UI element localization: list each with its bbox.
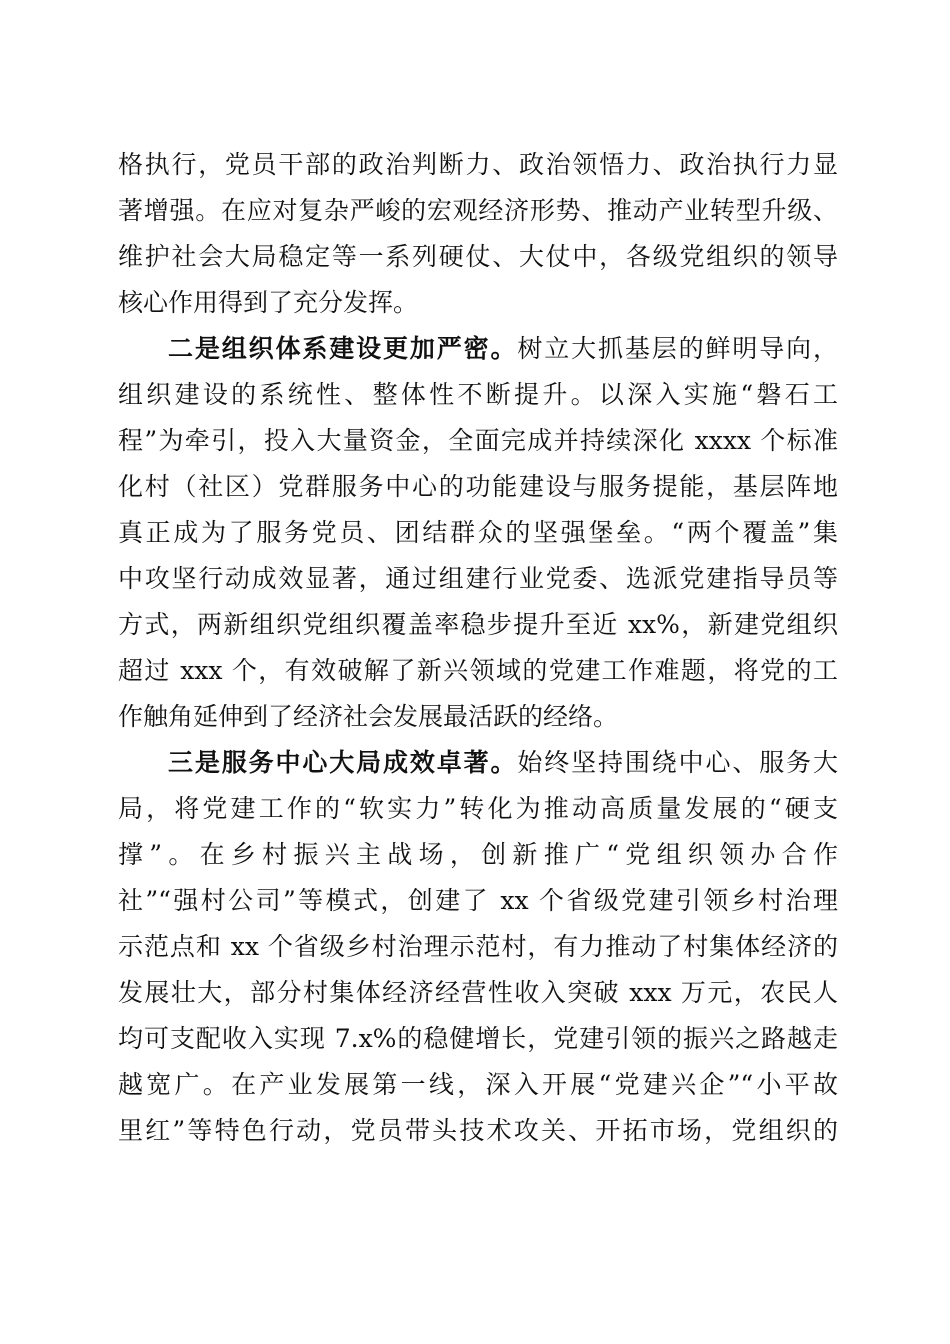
text-line: 核心作用得到了充分发挥。: [118, 288, 419, 317]
text-line: 程”为牵引，投入大量资金，全面完成并持续深化 xxxx 个标准: [118, 426, 838, 455]
text-span: 树立大抓基层的鲜明导向，: [517, 334, 838, 363]
text-line: 发展壮大，部分村集体经济经营性收入突破 xxx 万元，农民人: [118, 978, 838, 1007]
paragraph-first-line: [118, 326, 838, 372]
text-line: 作触角延伸到了经济社会发展最活跃的经络。: [118, 702, 619, 731]
paragraph-lead-heading: 二是组织体系建设更加严密。: [168, 334, 518, 363]
text-line: 组织建设的系统性、整体性不断提升。以深入实施“磐石工: [118, 380, 838, 409]
paragraph-first-line: [118, 740, 838, 786]
paragraph-lead-heading: 三是服务中心大局成效卓著。: [168, 748, 518, 777]
text-line: 社”“强村公司”等模式，创建了 xx 个省级党建引领乡村治理: [118, 886, 838, 915]
document-body: [118, 142, 838, 1154]
text-span: 始终坚持围绕中心、服务大: [517, 748, 838, 777]
text-line: 方式，两新组织党组织覆盖率稳步提升至近 xx%，新建党组织: [118, 610, 838, 639]
text-line: 超过 xxx 个，有效破解了新兴领域的党建工作难题，将党的工: [118, 656, 838, 685]
text-line: 维护社会大局稳定等一系列硬仗、大仗中，各级党组织的领导: [118, 242, 838, 271]
text-line: 格执行，党员干部的政治判断力、政治领悟力、政治执行力显: [118, 150, 838, 179]
text-line: 化村（社区）党群服务中心的功能建设与服务提能，基层阵地: [118, 472, 838, 501]
text-line: 越宽广。在产业发展第一线，深入开展“党建兴企”“小平故: [118, 1070, 838, 1099]
text-line: 里红”等特色行动，党员带头技术攻关、开拓市场，党组织的: [118, 1116, 838, 1145]
text-line: 真正成为了服务党员、团结群众的坚强堡垒。“两个覆盖”集: [118, 518, 838, 547]
text-line: 均可支配收入实现 7.x%的稳健增长，党建引领的振兴之路越走: [118, 1024, 838, 1053]
text-line: 著增强。在应对复杂严峻的宏观经济形势、推动产业转型升级、: [118, 196, 838, 225]
text-line: 示范点和 xx 个省级乡村治理示范村，有力推动了村集体经济的: [118, 932, 838, 961]
text-line: 撑”。在乡村振兴主战场，创新推广“党组织领办合作: [118, 840, 838, 869]
text-line: 中攻坚行动成效显著，通过组建行业党委、选派党建指导员等: [118, 564, 838, 593]
text-line: 局，将党建工作的“软实力”转化为推动高质量发展的“硬支: [118, 794, 838, 823]
